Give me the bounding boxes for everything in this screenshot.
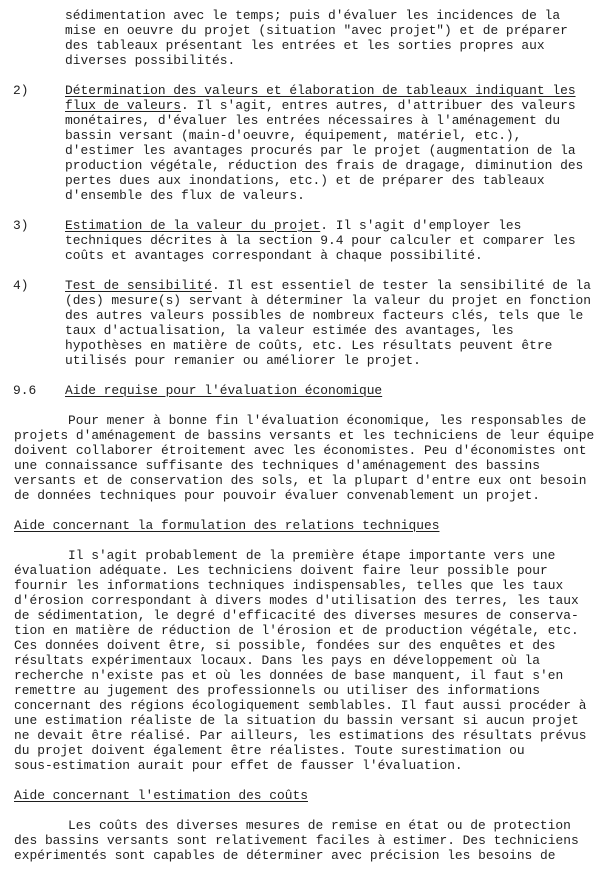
text-line bbox=[0, 713, 600, 728]
text-line bbox=[0, 143, 600, 158]
text-segment: expérimentés sont capables de déterminer avec précision les besoins de bbox=[14, 848, 556, 863]
text-segment: une connaissance suffisante des techniques d'aménagement des bassins bbox=[14, 458, 541, 473]
text-segment: versants et de conservation des sols, et la plupart d'entre eux ont besoin bbox=[14, 473, 587, 488]
text-segment: sous-estimation aurait pour effet de fausser l'évaluation. bbox=[14, 758, 463, 773]
text-segment: résultats expérimentaux locaux. Dans les pays en développement où la bbox=[14, 653, 541, 668]
text-line bbox=[0, 353, 600, 368]
text-line bbox=[0, 848, 600, 863]
text-segment: d'érosion correspondant à divers modes d'utilisation des terres, les taux bbox=[14, 593, 579, 608]
text-line bbox=[0, 278, 600, 293]
text-segment: doivent collaborer étroitement avec les économistes. Peu d'économistes ont bbox=[14, 443, 587, 458]
text-segment: . Il est essentiel de tester la sensibilité de la bbox=[211, 278, 592, 293]
text-line bbox=[0, 563, 600, 578]
text-line bbox=[0, 413, 600, 428]
text-segment: tion en matière de réduction de l'érosion et de production végétale, etc. bbox=[14, 623, 579, 638]
text-segment: Ces données doivent être, si possible, fondées sur des enquêtes et des bbox=[14, 638, 556, 653]
text-line bbox=[0, 593, 600, 608]
paragraph bbox=[0, 818, 600, 863]
text-segment: coûts et avantages correspondant à chaque possibilité. bbox=[65, 248, 483, 263]
text-line bbox=[0, 128, 600, 143]
text-segment: de sédimentation, le degré d'efficacité des diverses mesures de conserva- bbox=[14, 608, 579, 623]
text-segment: évaluation adéquate. Les techniciens doivent faire leur possible pour bbox=[14, 563, 548, 578]
item-number: 2) bbox=[13, 83, 29, 98]
item-number: 4) bbox=[13, 278, 29, 293]
text-segment: pertes dues aux inondations, etc.) et de préparer des tableaux bbox=[65, 173, 545, 188]
numbered-item bbox=[0, 83, 600, 203]
text-segment: concernant des régions écologiquement semblables. Il faut aussi procéder à bbox=[14, 698, 587, 713]
text-line bbox=[0, 188, 600, 203]
text-segment: ne devait être réalisé. Par ailleurs, les estimations des résultats prévus bbox=[14, 728, 587, 743]
text-segment: d'ensemble des flux de valeurs. bbox=[65, 188, 305, 203]
text-segment: hypothèses en matière de coûts, etc. Les résultats peuvent être bbox=[65, 338, 553, 353]
text-segment: des bassins versants sont relativement faciles à estimer. Des techniciens bbox=[14, 833, 579, 848]
text-line bbox=[0, 758, 600, 773]
underlined-title: Estimation de la valeur du projet bbox=[65, 218, 321, 233]
text-line bbox=[0, 38, 600, 53]
text-line bbox=[0, 338, 600, 353]
text-line bbox=[0, 488, 600, 503]
text-line bbox=[0, 323, 600, 338]
text-line bbox=[0, 53, 600, 68]
text-segment: . Il s'agit d'employer les bbox=[320, 218, 522, 233]
numbered-item bbox=[0, 218, 600, 263]
paragraph bbox=[0, 8, 600, 68]
underlined-title: Aide requise pour l'évaluation économique bbox=[65, 383, 383, 398]
item-number: 3) bbox=[13, 218, 29, 233]
text-segment: du projet doivent également être réalistes. Toute surestimation ou bbox=[14, 743, 525, 758]
text-segment: (des) mesure(s) servant à déterminer la valeur du projet en fonction bbox=[65, 293, 592, 308]
paragraph bbox=[0, 548, 600, 773]
text-segment: utilisés pour remanier ou améliorer le projet. bbox=[65, 353, 421, 368]
text-line bbox=[0, 23, 600, 38]
text-segment: fournir les informations techniques indispensables, telles que les taux bbox=[14, 578, 564, 593]
section-heading bbox=[0, 788, 600, 803]
text-segment: monétaires, d'évaluer les entrées nécessaires à l'aménagement du bbox=[65, 113, 561, 128]
section-heading bbox=[0, 518, 600, 533]
text-line bbox=[0, 428, 600, 443]
text-line bbox=[0, 113, 600, 128]
text-line bbox=[0, 83, 600, 98]
text-line bbox=[0, 173, 600, 188]
text-line bbox=[0, 383, 600, 398]
numbered-item bbox=[0, 383, 600, 398]
underlined-title: flux de valeurs bbox=[65, 98, 182, 113]
text-line bbox=[0, 443, 600, 458]
text-segment: sédimentation avec le temps; puis d'évaluer les incidences de la bbox=[65, 8, 561, 23]
text-line bbox=[0, 668, 600, 683]
item-number: 9.6 bbox=[13, 383, 37, 398]
text-line bbox=[0, 788, 600, 803]
text-line bbox=[0, 98, 600, 113]
underlined-title: Aide concernant l'estimation des coûts bbox=[14, 788, 308, 803]
text-line bbox=[0, 743, 600, 758]
text-line bbox=[0, 698, 600, 713]
text-segment: taux d'actualisation, la valeur estimée des avantages, les bbox=[65, 323, 514, 338]
text-line bbox=[0, 518, 600, 533]
text-segment: diverses possibilités. bbox=[65, 53, 236, 68]
paragraph bbox=[0, 413, 600, 503]
text-line bbox=[0, 218, 600, 233]
text-line bbox=[0, 683, 600, 698]
text-line bbox=[0, 308, 600, 323]
text-segment: mise en oeuvre du projet (situation "avec projet") et de préparer bbox=[65, 23, 568, 38]
text-segment: une estimation réaliste de la situation du bassin versant si aucun projet bbox=[14, 713, 579, 728]
text-line bbox=[0, 728, 600, 743]
text-line bbox=[0, 473, 600, 488]
underlined-title: Aide concernant la formulation des relations techniques bbox=[14, 518, 440, 533]
text-line bbox=[0, 293, 600, 308]
text-segment: Les coûts des diverses mesures de remise en état ou de protection bbox=[68, 818, 571, 833]
text-line bbox=[0, 833, 600, 848]
text-segment: d'estimer les avantages procurés par le projet (augmentation de la bbox=[65, 143, 576, 158]
text-segment: . Il s'agit, entres autres, d'attribuer des valeurs bbox=[181, 98, 576, 113]
text-segment: de données techniques pour pouvoir évaluer convenablement un projet. bbox=[14, 488, 541, 503]
text-segment: techniques décrites à la section 9.4 pour calculer et comparer les bbox=[65, 233, 576, 248]
text-segment: bassin versant (main-d'oeuvre, équipement, matériel, etc.), bbox=[65, 128, 522, 143]
text-line bbox=[0, 158, 600, 173]
text-segment: production végétale, réduction des frais de dragage, diminution des bbox=[65, 158, 584, 173]
text-segment: recherche n'existe pas et où les données de base manquent, il faut s'en bbox=[14, 668, 564, 683]
text-segment: des autres valeurs possibles de nombreux facteurs clés, tels que le bbox=[65, 308, 584, 323]
text-line bbox=[0, 248, 600, 263]
text-segment: remettre au jugement des professionnels ou utiliser des informations bbox=[14, 683, 541, 698]
text-segment: projets d'aménagement de bassins versants et les techniciens de leur équipe bbox=[14, 428, 595, 443]
text-line bbox=[0, 623, 600, 638]
text-line bbox=[0, 638, 600, 653]
text-line bbox=[0, 458, 600, 473]
text-line bbox=[0, 653, 600, 668]
text-line bbox=[0, 233, 600, 248]
underlined-title: Détermination des valeurs et élaboration de tableaux indiquant les bbox=[65, 83, 576, 98]
text-segment: Pour mener à bonne fin l'évaluation économique, les responsables de bbox=[68, 413, 587, 428]
document-page bbox=[0, 8, 600, 878]
text-line bbox=[0, 818, 600, 833]
text-segment: Il s'agit probablement de la première étape importante vers une bbox=[68, 548, 556, 563]
text-line bbox=[0, 548, 600, 563]
underlined-title: Test de sensibilité bbox=[65, 278, 212, 293]
text-segment: des tableaux présentant les entrées et les sorties propres aux bbox=[65, 38, 545, 53]
text-line bbox=[0, 8, 600, 23]
text-line bbox=[0, 578, 600, 593]
numbered-item bbox=[0, 278, 600, 368]
text-line bbox=[0, 608, 600, 623]
